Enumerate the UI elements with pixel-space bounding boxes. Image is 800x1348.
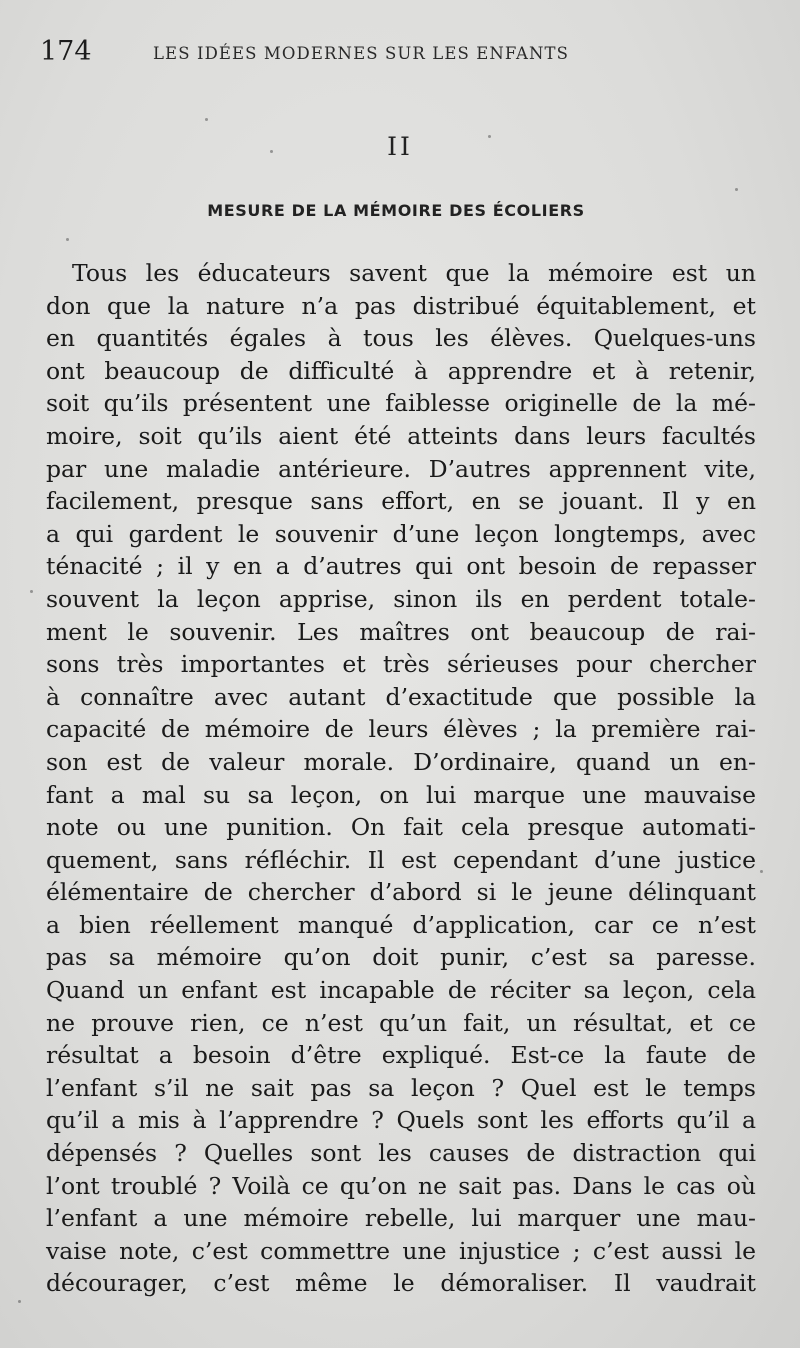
paper-speck: [270, 150, 273, 153]
paper-speck: [735, 188, 738, 191]
text-line: qu’il a mis à l’apprendre ? Quels sont les efforts qu’il a: [46, 1106, 756, 1135]
paper-speck: [66, 238, 69, 241]
running-head: [40, 36, 760, 76]
paper-speck: [18, 1300, 21, 1303]
text-line: l’enfant a une mémoire rebelle, lui marquer une mau-: [46, 1204, 756, 1233]
paper-speck: [205, 118, 208, 121]
text-line: ment le souvenir. Les maîtres ont beaucoup de rai-: [46, 617, 756, 646]
text-line: l’ont troublé ? Voilà ce qu’on ne sait pas. Dans le cas où: [46, 1171, 756, 1200]
text-line: dépensés ? Quelles sont les causes de distraction qui: [46, 1139, 756, 1168]
text-line: fant a mal su sa leçon, on lui marque une mauvaise: [46, 780, 756, 809]
text-line: ténacité ; il y en a d’autres qui ont besoin de repasser: [46, 552, 756, 581]
section-number: II: [387, 132, 413, 161]
text-line: soit qu’ils présentent une faiblesse originelle de la mé-: [46, 389, 756, 418]
text-line: quement, sans réfléchir. Il est cependant d’une justice: [46, 845, 756, 874]
paper-speck: [488, 135, 491, 138]
text-line: moire, soit qu’ils aient été atteints dans leurs facultés: [46, 421, 756, 450]
text-line: l’enfant s’il ne sait pas sa leçon ? Quel est le temps: [46, 1073, 756, 1102]
text-line: Quand un enfant est incapable de réciter sa leçon, cela: [46, 976, 756, 1005]
text-line: a qui gardent le souvenir d’une leçon longtemps, avec: [46, 519, 756, 548]
paper-speck: [30, 590, 33, 593]
text-line: par une maladie antérieure. D’autres apprennent vite,: [46, 454, 756, 483]
text-line: sons très importantes et très sérieuses pour chercher: [46, 650, 756, 679]
text-line: a bien réellement manqué d’application, car ce n’est: [46, 910, 756, 939]
text-line: capacité de mémoire de leurs élèves ; la première rai-: [46, 715, 756, 744]
text-line: résultat a besoin d’être expliqué. Est-ce la faute de: [46, 1041, 756, 1070]
text-line: son est de valeur morale. D’ordinaire, quand un en-: [46, 747, 756, 776]
running-title: LES IDÉES MODERNES SUR LES ENFANTS: [153, 44, 570, 63]
text-line: en quantités égales à tous les élèves. Quelques-uns: [46, 324, 756, 353]
text-line: élémentaire de chercher d’abord si le jeune délinquant: [46, 878, 756, 907]
paper-speck: [760, 870, 763, 873]
text-line: à connaître avec autant d’exactitude que possible la: [46, 682, 756, 711]
text-line: Tous les éducateurs savent que la mémoire est un: [72, 259, 756, 287]
page-number: 174: [40, 36, 92, 67]
text-line: souvent la leçon apprise, sinon ils en perdent totale-: [46, 584, 756, 613]
text-line: don que la nature n’a pas distribué équitablement, et: [46, 291, 756, 320]
text-line: ont beaucoup de difficulté à apprendre et à retenir,: [46, 356, 756, 385]
text-line: décourager, c’est même le démoraliser. Il vaudrait: [46, 1269, 756, 1298]
text-line: note ou une punition. On fait cela presque automati-: [46, 813, 756, 842]
text-line: pas sa mémoire qu’on doit punir, c’est sa paresse.: [46, 943, 756, 972]
text-line: facilement, presque sans effort, en se jouant. Il y en: [46, 487, 756, 516]
body-paragraph: [46, 257, 756, 1300]
section-title: MESURE DE LA MÉMOIRE DES ÉCOLIERS: [207, 201, 585, 220]
text-line: vaise note, c’est commettre une injustice ; c’est aussi le: [46, 1236, 756, 1265]
text-line: ne prouve rien, ce n’est qu’un fait, un résultat, et ce: [46, 1008, 756, 1037]
